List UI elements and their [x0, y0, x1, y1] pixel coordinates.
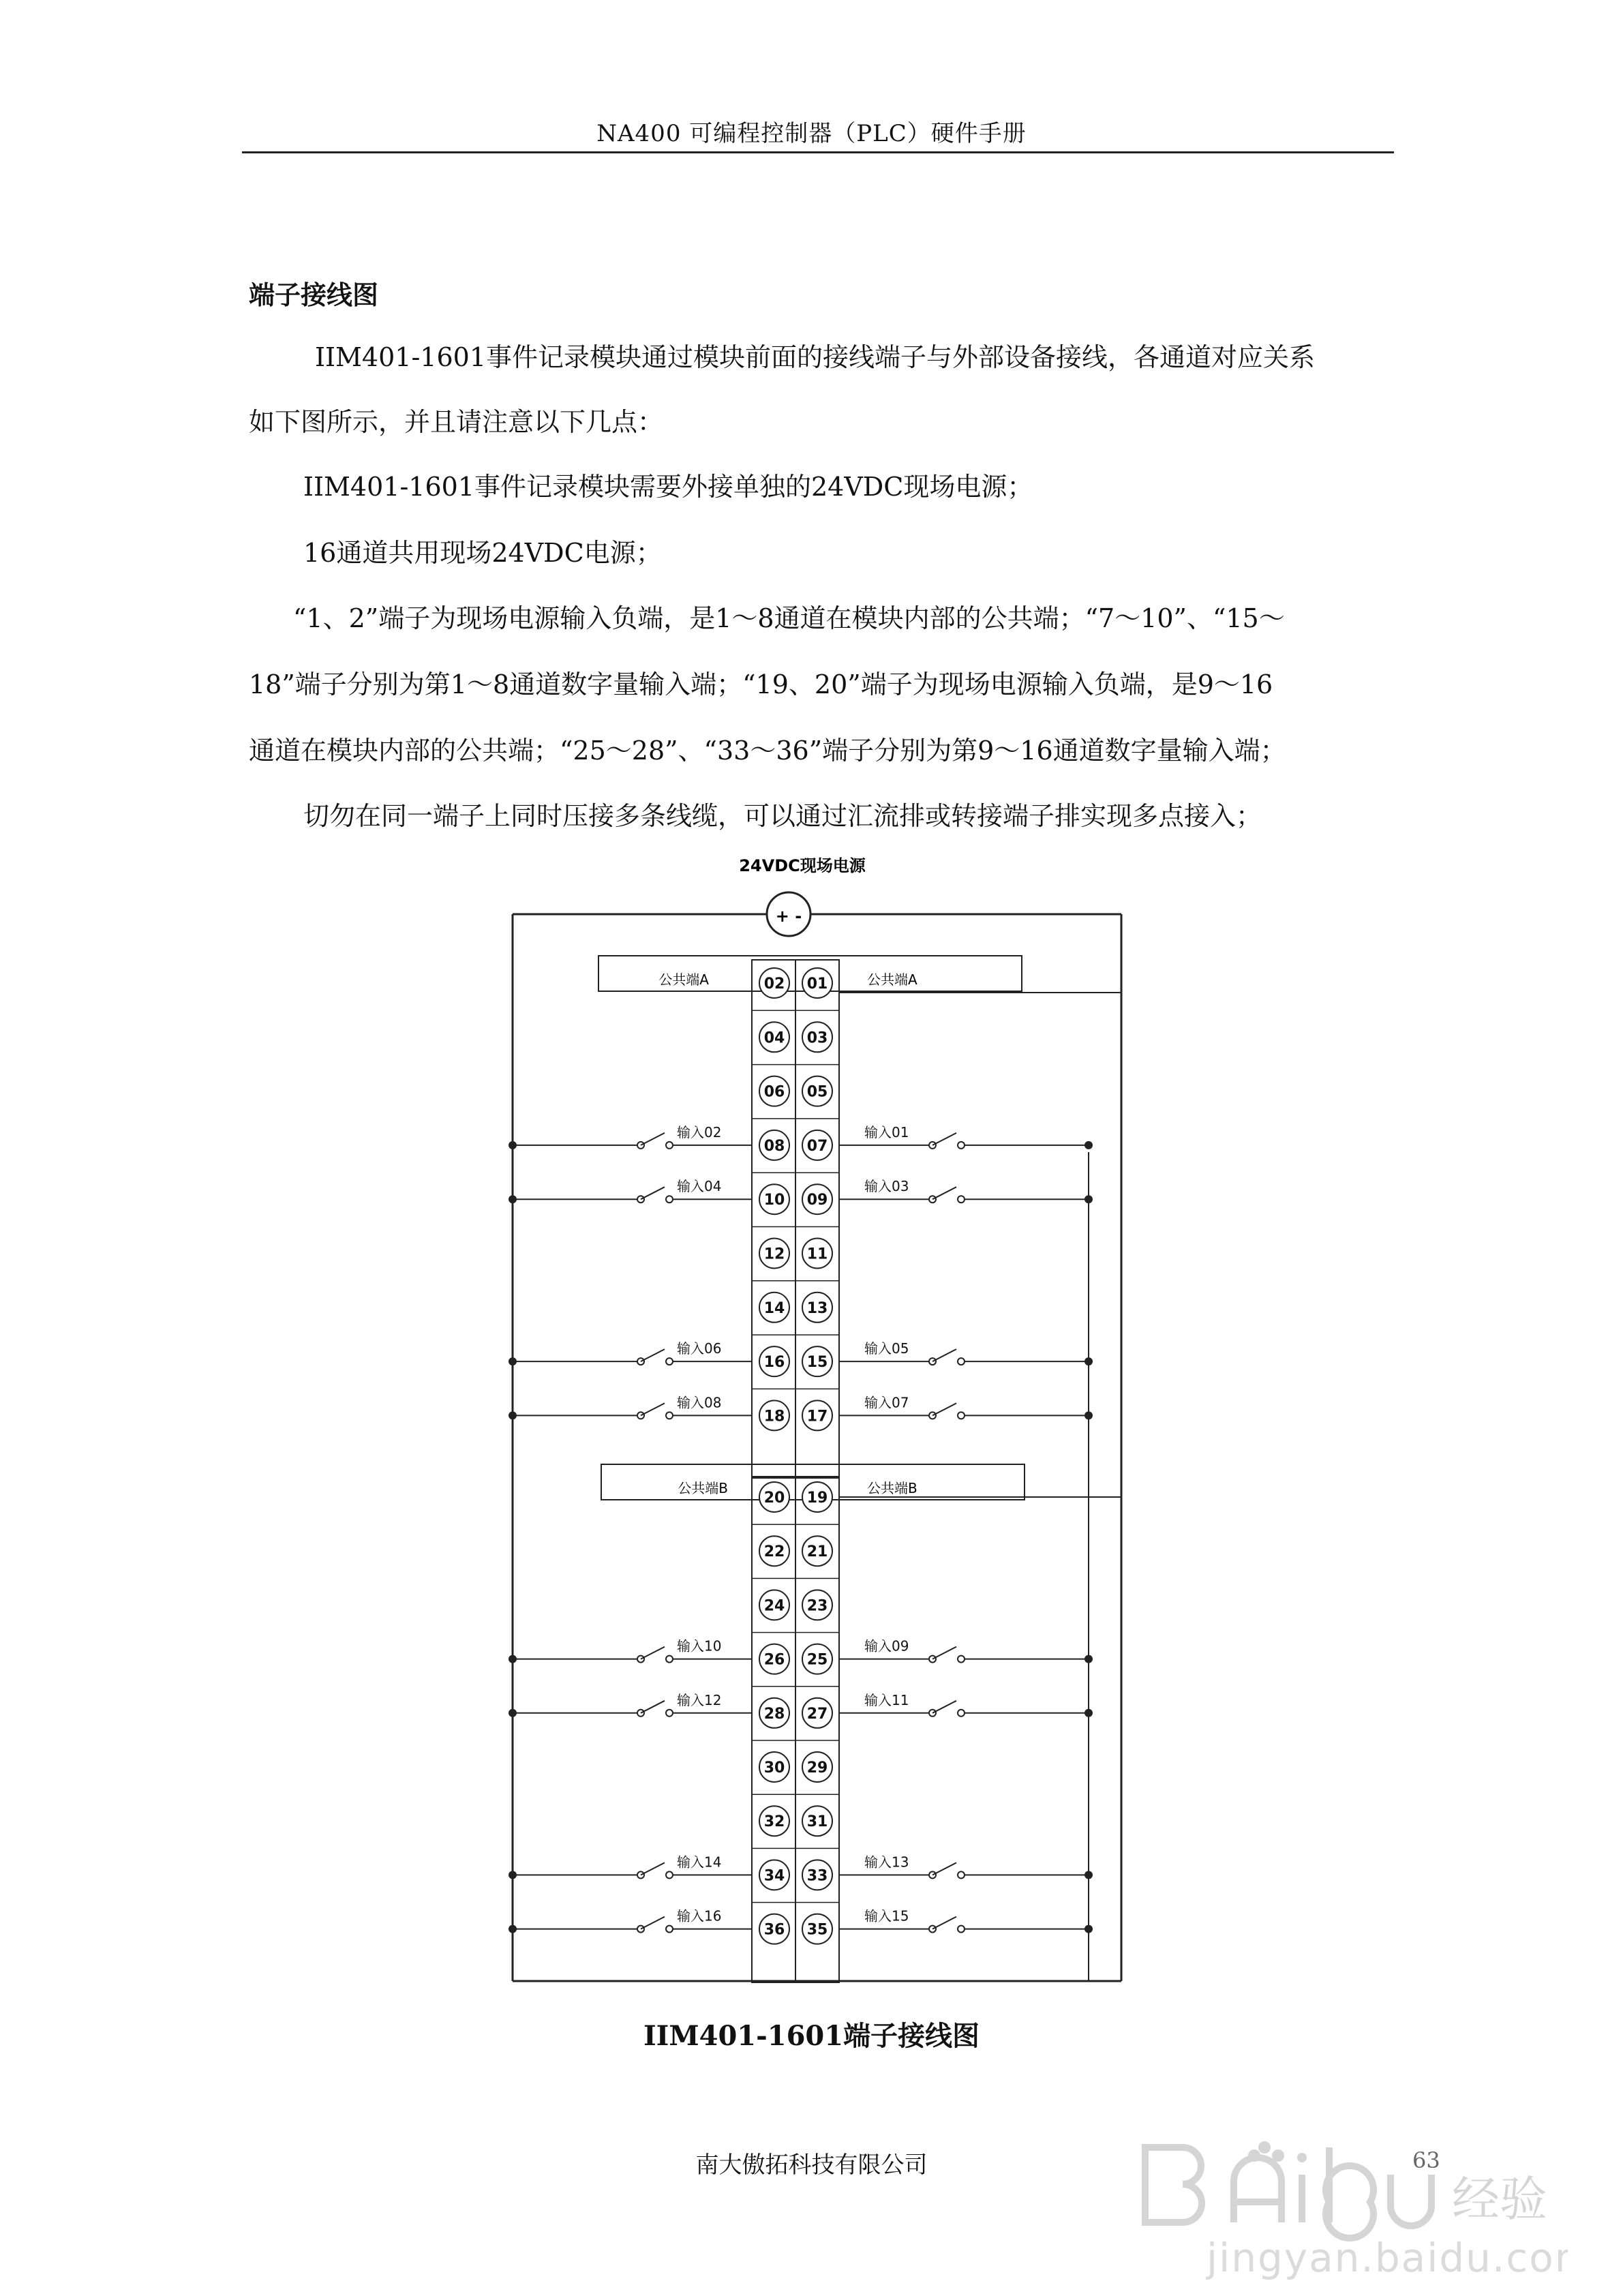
terminal-label: 08 [763, 1137, 785, 1155]
common-a-right-label: 公共端A [867, 971, 917, 988]
junction-dot [1084, 1195, 1093, 1203]
terminal-label: 09 [806, 1192, 828, 1209]
input-label-right: 输入09 [864, 1637, 909, 1655]
input-label-left: 输入06 [677, 1340, 722, 1357]
section-title: 端子接线图 [249, 280, 379, 310]
input-label-left: 输入04 [677, 1178, 722, 1195]
switch-contact [666, 1656, 673, 1663]
switch-contact [666, 1412, 673, 1419]
paragraph-line: 切勿在同一端子上同时压接多条线缆，可以通过汇流排或转接端子排实现多点接入； [303, 801, 1262, 831]
switch-contact [958, 1871, 965, 1878]
input-label-right: 输入13 [864, 1854, 909, 1871]
switch-contact [666, 1871, 673, 1878]
terminal-label: 14 [763, 1299, 785, 1317]
junction-dot [509, 1871, 517, 1879]
terminal-label: 19 [806, 1490, 828, 1507]
terminal-label: 15 [806, 1354, 828, 1372]
switch-contact [958, 1196, 965, 1203]
junction-dot [1084, 1925, 1093, 1933]
figure-caption: IIM401-1601端子接线图 [643, 2020, 980, 2052]
switch-contact [958, 1358, 965, 1365]
terminal-label: 30 [763, 1759, 785, 1777]
terminal-label: 03 [806, 1029, 828, 1047]
paragraph-line: 如下图所示，并且请注意以下几点： [249, 407, 664, 437]
footer-company: 南大傲拓科技有限公司 [695, 2151, 928, 2179]
junction-dot [1084, 1655, 1093, 1663]
terminal-label: 04 [763, 1029, 785, 1047]
terminal-label: 34 [763, 1867, 785, 1885]
junction-dot [1084, 1411, 1093, 1419]
switch-contact [666, 1358, 673, 1365]
header-title: NA400 可编程控制器（PLC）硬件手册 [596, 120, 1027, 147]
terminal-label: 17 [806, 1408, 828, 1425]
switch-contact [958, 1710, 965, 1717]
junction-dot [1084, 1709, 1093, 1717]
terminal-label: 12 [763, 1245, 785, 1263]
switch-contact [958, 1656, 965, 1663]
input-label-right: 输入01 [864, 1123, 909, 1141]
junction-dot [509, 1925, 517, 1933]
terminal-label: 16 [763, 1354, 785, 1372]
terminal-label: 20 [763, 1490, 785, 1507]
terminal-label: 32 [763, 1813, 785, 1831]
switch-contact [666, 1196, 673, 1203]
switch-lever [641, 1133, 665, 1145]
input-label-right: 输入05 [864, 1340, 909, 1357]
input-label-right: 输入11 [864, 1691, 909, 1708]
switch-lever [641, 1403, 665, 1415]
input-label-left: 输入08 [677, 1394, 722, 1411]
common-b-right-label: 公共端B [867, 1480, 917, 1496]
common-b-left-label: 公共端B [678, 1480, 728, 1496]
terminal-label: 35 [806, 1921, 828, 1939]
junction-dot [509, 1411, 517, 1419]
switch-lever [932, 1187, 956, 1199]
input-label-left: 输入14 [677, 1854, 722, 1871]
input-label-right: 输入15 [864, 1907, 909, 1924]
switch-contact [666, 1142, 673, 1149]
junction-dot [509, 1709, 517, 1717]
switch-contact [958, 1926, 965, 1933]
input-label-right: 输入03 [864, 1178, 909, 1195]
paragraph-line: 18”端子分别为第1～8通道数字量输入端；“19、20”端子为现场电源输入负端，是9～16 [249, 669, 1273, 699]
terminal-label: 28 [763, 1705, 785, 1723]
terminal-label: 25 [806, 1651, 828, 1669]
terminal-label: 22 [763, 1543, 785, 1561]
paragraph-line: 16通道共用现场24VDC电源； [303, 538, 662, 568]
switch-lever [932, 1917, 956, 1929]
input-label-left: 输入16 [677, 1907, 722, 1924]
switch-contact [666, 1926, 673, 1933]
switch-lever [641, 1862, 665, 1875]
input-label-left: 输入12 [677, 1691, 722, 1708]
terminal-label: 21 [806, 1543, 828, 1561]
terminal-label: 26 [763, 1651, 785, 1669]
terminal-label: 10 [763, 1192, 785, 1209]
terminal-label: 07 [806, 1137, 828, 1155]
watermark-brand-cn: 经验 [1452, 2171, 1547, 2227]
input-label-left: 输入02 [677, 1123, 722, 1141]
power-supply-label: 24VDC现场电源 [739, 856, 866, 875]
terminal-label: 23 [806, 1597, 828, 1615]
terminal-label: 31 [806, 1813, 828, 1831]
paragraph-line: IIM401-1601事件记录模块需要外接单独的24VDC现场电源； [303, 472, 1033, 502]
paragraph-line: IIM401-1601事件记录模块通过模块前面的接线端子与外部设备接线，各通道对应关系 [315, 342, 1316, 372]
page-number: 63 [1412, 2147, 1440, 2173]
junction-dot [509, 1141, 517, 1149]
switch-lever [932, 1862, 956, 1875]
switch-lever [932, 1701, 956, 1713]
switch-lever [641, 1917, 665, 1929]
terminal-label: 01 [806, 976, 828, 993]
junction-dot [1084, 1871, 1093, 1879]
terminal-label: 24 [763, 1597, 785, 1615]
terminal-label: 06 [763, 1083, 785, 1101]
switch-contact [958, 1142, 965, 1149]
terminal-label: 13 [806, 1299, 828, 1317]
switch-contact [666, 1710, 673, 1717]
terminal-label: 11 [806, 1245, 828, 1263]
switch-contact [958, 1412, 965, 1419]
watermark-url: jingyan.baidu.com [1207, 2235, 1568, 2281]
terminal-label: 18 [763, 1408, 785, 1425]
power-polarity-label: + - [775, 907, 802, 926]
terminal-label: 05 [806, 1083, 828, 1101]
input-label-left: 输入10 [677, 1637, 722, 1655]
terminal-label: 36 [763, 1921, 785, 1939]
paragraph-line: “1、2”端子为现场电源输入负端，是1～8通道在模块内部的公共端；“7～10”、“15～ [293, 603, 1285, 633]
terminal-label: 33 [806, 1867, 828, 1885]
common-a-left-label: 公共端A [658, 971, 709, 988]
paragraph-line: 通道在模块内部的公共端；“25～28”、“33～36”端子分别为第9～16通道数字量输入端； [249, 736, 1286, 766]
junction-dot [1084, 1141, 1093, 1149]
switch-lever [641, 1349, 665, 1361]
terminal-label: 02 [763, 976, 785, 993]
switch-lever [932, 1647, 956, 1659]
terminal-label: 27 [806, 1705, 828, 1723]
switch-lever [932, 1133, 956, 1145]
switch-lever [932, 1349, 956, 1361]
junction-dot [509, 1357, 517, 1365]
switch-lever [932, 1403, 956, 1415]
junction-dot [509, 1655, 517, 1663]
input-label-right: 输入07 [864, 1394, 909, 1411]
baidu-jingyan-watermark [1132, 2120, 1568, 2291]
junction-dot [509, 1195, 517, 1203]
switch-lever [641, 1647, 665, 1659]
junction-dot [1084, 1357, 1093, 1365]
switch-lever [641, 1701, 665, 1713]
terminal-label: 29 [806, 1759, 828, 1777]
switch-lever [641, 1187, 665, 1199]
